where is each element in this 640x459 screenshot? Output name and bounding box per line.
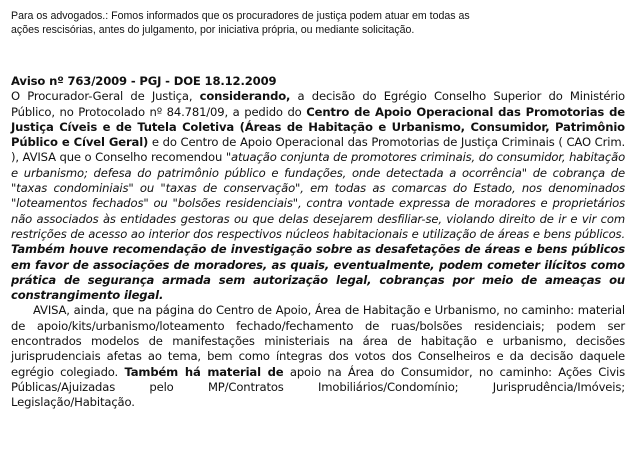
- p2-text-2: apoio na Área do Consumidor, no caminho: Ações Civis Públicas/Ajuizadas pelo MP/Contratos Imobiliários/Condomínio; Jurisprudência/Imóveis; Legislação/Habitação.: [11, 364, 625, 410]
- aviso-paragraph-2: [11, 303, 625, 410]
- intro-note: [11, 9, 611, 37]
- aviso-notice: [11, 74, 625, 411]
- p1-recommendation: "atuação conjunta de promotores criminais, do consumidor, habitação e urbanismo; defesa do patrimônio público e fundações, onde detectada a ocorrência" de cobrança de "taxas condominiais" ou "taxas de conservação", em todas as comarcas do Estado, nos denominados "loteamentos fechados" ou "bolsões residenciais", contra vontade expressa de moradores e proprietários não associados às entidades gestoras ou que delas desejarem desfiliar-se, violando direito de ir e vir com restrições de acesso ao interior dos respectivos núcleos habitacionais e utilização de áreas e bens públicos.: [11, 150, 626, 241]
- p1-centro-apoio-civel: Centro de Apoio Operacional das Promotorias de Justiça Cíveis e de Tutela Coletiva (Áreas de Habitação e Urbanismo, Consumidor, Patrimônio Público e Cível Geral): [11, 104, 625, 150]
- intro-line-2: ações rescisórias, antes do julgamento, por iniciativa própria, ou mediante solicitação.: [11, 24, 415, 36]
- p2-text-1: AVISA, ainda, que na página do Centro de Apoio, Área de Habitação e Urbanismo, no caminho: material de apoio/kits/urbanismo/loteamento fechado/fechamento de ruas/bolsões residenciais; podem ser encontrados modelos de manifestações ministeriais na área de habitação e urbanismo, decisões jurisprudenciais afetas ao tema, bem como íntegras dos votos dos Conselheiros e da decisão daquele egrégio colegiado.: [11, 303, 625, 379]
- p1-text-3: e do Centro de Apoio Operacional das Promotorias de Justiça Criminais ( CAO Crim. ), AVISA que o Conselho recomendou: [11, 135, 625, 165]
- intro-line-1: Para os advogados.: Fomos informados que os procuradores de justiça podem atuar em todas as: [11, 10, 470, 22]
- aviso-title: Aviso nº 763/2009 - PGJ - DOE 18.12.2009: [11, 74, 277, 88]
- p1-text-1: O Procurador-Geral de Justiça,: [11, 89, 200, 104]
- p1-text-2: a decisão do Egrégio Conselho Superior do Ministério Público, no Protocolado nº 84.781/09, a pedido do: [11, 89, 625, 119]
- aviso-paragraph-1: [11, 89, 625, 303]
- p1-investigation: Também houve recomendação de investigação sobre as desafetações de áreas e bens públicos em favor de associações de moradores, as quais, eventualmente, podem cometer ilícitos como prática de segurança armada sem autorização legal, cobranças por meio de ameaças ou constrangimento ilegal.: [11, 242, 625, 303]
- p2-material: Também há material de: [124, 364, 284, 379]
- p1-considerando: considerando,: [199, 89, 291, 104]
